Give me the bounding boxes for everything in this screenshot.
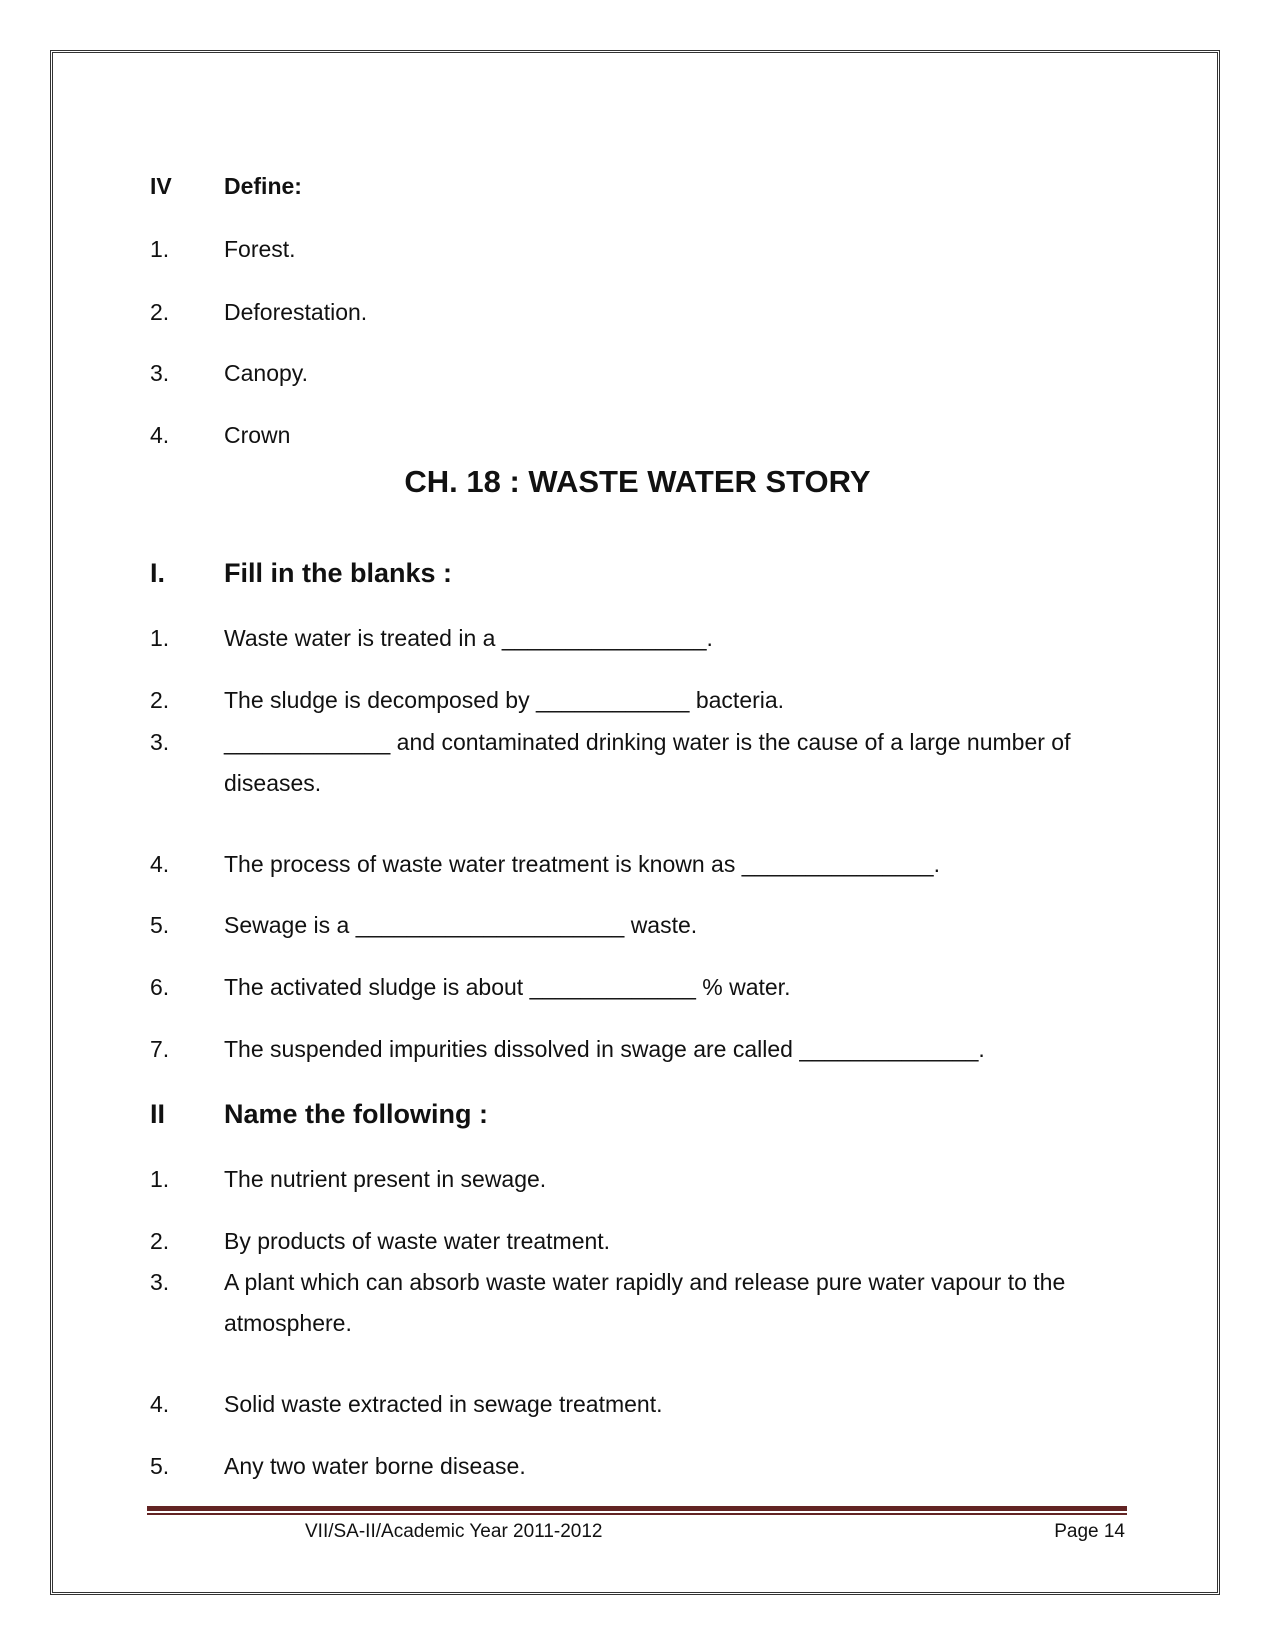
item-text: Solid waste extracted in sewage treatment. [224, 1391, 663, 1417]
item-number: 1. [150, 236, 170, 262]
item-number: 7. [150, 1036, 170, 1062]
item-text: The suspended impurities dissolved in swage are called ______________. [224, 1036, 985, 1062]
item-text: The sludge is decomposed by ____________ bacteria. [224, 687, 785, 713]
page-border [50, 50, 1220, 1595]
item-text: Forest. [224, 236, 296, 262]
item-number: 6. [150, 974, 170, 1000]
item-text: Crown [224, 422, 291, 448]
item-text: Sewage is a _____________________ waste. [224, 912, 698, 938]
item-number: 1. [150, 1166, 170, 1192]
item-number: 5. [150, 912, 170, 938]
item-text: Deforestation. [224, 299, 368, 325]
item-number: 4. [150, 1391, 170, 1417]
item-number: 4. [150, 422, 170, 448]
item-number: 2. [150, 1228, 170, 1254]
item-number: 1. [150, 625, 170, 651]
section-number: II [150, 1099, 166, 1129]
section-heading: Define: [224, 173, 302, 199]
item-text: The process of waste water treatment is known as _______________. [224, 851, 940, 877]
item-text: By products of waste water treatment. [224, 1228, 611, 1254]
item-text: Waste water is treated in a ________________. [224, 625, 713, 651]
section-number: IV [150, 173, 172, 199]
footer-rule [147, 1506, 1127, 1515]
item-text: Canopy. [224, 360, 308, 386]
section-heading: Fill in the blanks : [224, 558, 453, 588]
item-text: The activated sludge is about _____________ % water. [224, 974, 791, 1000]
section-number: I. [150, 558, 166, 588]
item-text: Any two water borne disease. [224, 1453, 526, 1479]
item-number: 4. [150, 851, 170, 877]
item-number: 3. [150, 360, 170, 386]
item-text: The nutrient present in sewage. [224, 1166, 547, 1192]
item-number: 2. [150, 299, 170, 325]
item-number: 5. [150, 1453, 170, 1479]
section-heading: Name the following : [224, 1099, 489, 1129]
page-number: Page 14 [1054, 1521, 1125, 1542]
footer-left-text: VII/SA-II/Academic Year 2011-2012 [305, 1521, 603, 1542]
item-number: 3. [150, 1269, 170, 1295]
item-number: 3. [150, 729, 170, 755]
chapter-title: CH. 18 : WASTE WATER STORY [404, 464, 871, 499]
item-number: 2. [150, 687, 170, 713]
item-text: _____________ and contaminated drinking water is the cause of a large number of diseases. [224, 729, 1071, 796]
item-text: A plant which can absorb waste water rapidly and release pure water vapour to the atmosphere. [224, 1269, 1066, 1336]
